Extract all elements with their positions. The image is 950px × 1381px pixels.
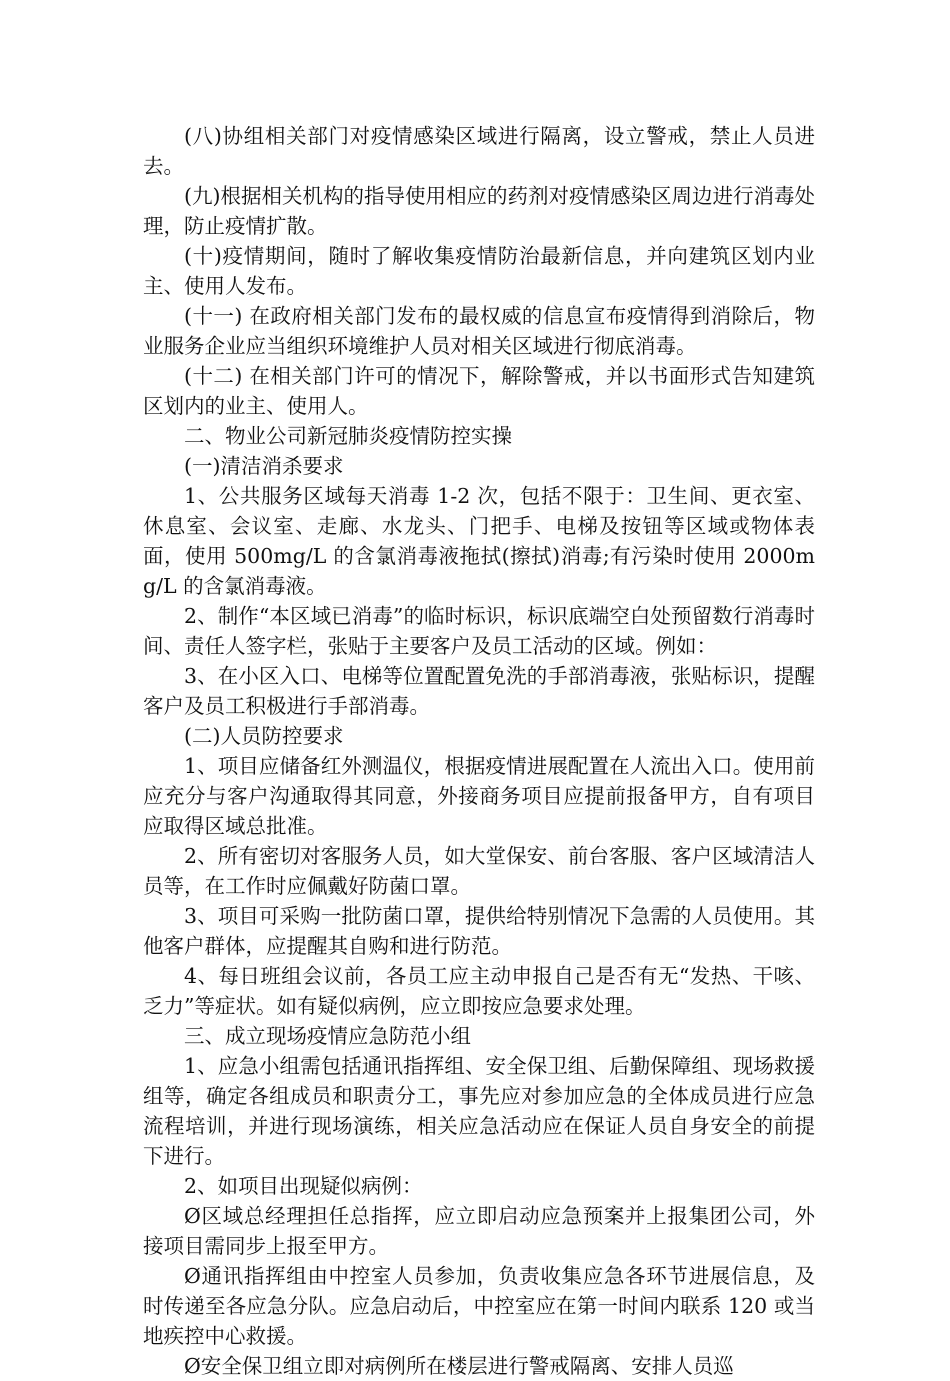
personnel-item-4: 4、每日班组会议前，各员工应主动申报自己是否有无“发热、干咳、乏力”等症状。如有疑似病例，应立即按应急要求处理。 — [143, 964, 815, 1018]
subsection-heading-personnel: (二)人员防控要求 — [184, 724, 344, 748]
personnel-item-1: 1、项目应储备红外测温仪，根据疫情进展配置在人流出入口。使用前应充分与客户沟通取得其同意，外接商务项目应提前报备甲方，自有项目应取得区域总批准。 — [143, 754, 815, 838]
bullet-item-communication: Ø通讯指挥组由中控室人员参加，负责收集应急各环节进展信息，及时传递至各应急分队。应急启动后，中控室应在第一时间内联系 120 或当地疾控中心救援。 — [143, 1264, 815, 1348]
paragraph-08: (八)协组相关部门对疫情感染区域进行隔离，设立警戒，禁止人员进去。 — [143, 124, 815, 178]
document-body — [143, 121, 815, 1381]
section-heading-2: 二、物业公司新冠肺炎疫情防控实操 — [184, 424, 512, 448]
paragraph-10: (十)疫情期间，随时了解收集疫情防治最新信息，并向建筑区划内业主、使用人发布。 — [143, 244, 815, 298]
personnel-item-3: 3、项目可采购一批防菌口罩，提供给特别情况下急需的人员使用。其他客户群体，应提醒其自购和进行防范。 — [143, 904, 815, 958]
emergency-item-1: 1、应急小组需包括通讯指挥组、安全保卫组、后勤保障组、现场救援组等，确定各组成员和职责分工，事先应对参加应急的全体成员进行应急流程培训，并进行现场演练，相关应急活动应在保证人员自身安全的前提下进行。 — [143, 1054, 815, 1168]
subsection-heading-cleaning: (一)清洁消杀要求 — [184, 454, 344, 478]
bullet-item-security: Ø安全保卫组立即对病例所在楼层进行警戒隔离、安排人员巡 — [184, 1354, 734, 1378]
section-heading-3: 三、成立现场疫情应急防范小组 — [184, 1024, 471, 1048]
cleaning-item-2: 2、制作“本区域已消毒”的临时标识，标识底端空白处预留数行消毒时间、责任人签字栏，张贴于主要客户及员工活动的区域。例如： — [143, 604, 815, 658]
bullet-item-command: Ø区域总经理担任总指挥，应立即启动应急预案并上报集团公司，外接项目需同步上报至甲方。 — [143, 1204, 815, 1258]
cleaning-item-1: 1、公共服务区域每天消毒 1-2 次，包括不限于：卫生间、更衣室、休息室、会议室、走廊、水龙头、门把手、电梯及按钮等区域或物体表面，使用 500mg/L 的含氯消毒液拖拭(擦拭)消毒;有污染时使用 2000mg/L 的含氯消毒液。 — [143, 484, 815, 598]
emergency-item-2: 2、如项目出现疑似病例： — [184, 1174, 423, 1198]
personnel-item-2: 2、所有密切对客服务人员，如大堂保安、前台客服、客户区域清洁人员等，在工作时应佩戴好防菌口罩。 — [143, 844, 815, 898]
paragraph-09: (九)根据相关机构的指导使用相应的药剂对疫情感染区周边进行消毒处理，防止疫情扩散。 — [143, 184, 815, 238]
paragraph-12: (十二) 在相关部门许可的情况下，解除警戒，并以书面形式告知建筑区划内的业主、使用人。 — [143, 364, 815, 418]
paragraph-11: (十一) 在政府相关部门发布的最权威的信息宣布疫情得到消除后，物业服务企业应当组织环境维护人员对相关区域进行彻底消毒。 — [143, 304, 815, 358]
cleaning-item-3: 3、在小区入口、电梯等位置配置免洗的手部消毒液，张贴标识，提醒客户及员工积极进行手部消毒。 — [143, 664, 815, 718]
